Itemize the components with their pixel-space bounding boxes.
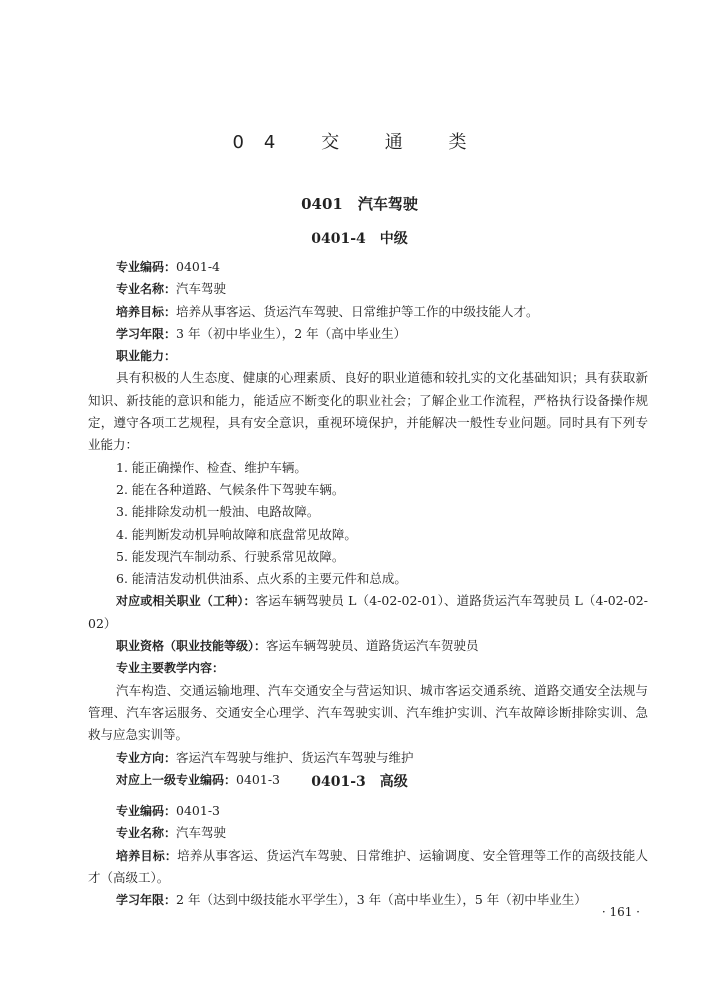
- field-label: 专业名称：: [116, 282, 177, 297]
- field-duration: [88, 323, 648, 345]
- ability-item: 5. 能发现汽车制动系、行驶系常见故障。: [116, 548, 345, 564]
- field-name: [88, 278, 648, 300]
- section-heading-intermediate: 0401-4 中级: [311, 231, 408, 247]
- direction: [88, 747, 648, 769]
- field-label: 专业编码：: [116, 260, 177, 274]
- ability-item: 1. 能正确操作、检查、维护车辆。: [116, 459, 307, 475]
- direction-label: 专业方向：: [116, 750, 177, 765]
- field-code: [88, 256, 648, 278]
- field-label: 专业编码：: [116, 804, 177, 818]
- field-label: 培养目标：: [116, 304, 177, 319]
- ability-paragraph: 具有积极的人生态度、健康的心理素质、良好的职业道德和较扎实的文化基础知识；具有获取新知识、新技能的意识和能力，能适应不断变化的职业社会；了解企业工作流程，严格执行设备操作规定，遵守各项工艺规程，具有安全意识，重视环境保护，并能解决一般性专业问题。同时具有下列专业能力：: [88, 370, 648, 453]
- related-jobs-value: 客运车辆驾驶员 L（4-02-02-01）、道路货运汽车驾驶员 L（4-02-02-02）: [88, 593, 648, 631]
- field-value: 汽车驾驶: [176, 825, 227, 841]
- page-number: · 161 ·: [601, 905, 640, 919]
- field-name: [88, 822, 648, 844]
- major-title: 0401 汽车驾驶: [301, 195, 418, 213]
- field-duration: [88, 889, 648, 911]
- field-value: 2 年（达到中级技能水平学生），3 年（高中毕业生），5 年（初中毕业生）: [176, 892, 587, 908]
- field-value: 培养从事客运、货运汽车驾驶、日常维护等工作的中级技能人才。: [176, 303, 539, 319]
- field-value: 3 年（初中毕业生），2 年（高中毕业生）: [176, 325, 407, 341]
- field-code: [88, 800, 648, 822]
- teaching-paragraph: 汽车构造、交通运输地理、汽车交通安全与营运知识、城市客运交通系统、道路交通安全法规与管理、汽车客运服务、交通安全心理学、汽车驾驶实训、汽车维护实训、汽车故障诊断排除实训、急救与应急实训等。: [88, 682, 648, 743]
- section-heading-advanced: 0401-3 高级: [311, 774, 408, 790]
- field-label: 专业名称：: [116, 826, 177, 841]
- related-jobs: [88, 590, 648, 635]
- teaching-heading: [88, 657, 648, 679]
- ability-item: 3. 能排除发动机一般油、电路故障。: [116, 504, 320, 520]
- field-label: 培养目标：: [116, 848, 178, 863]
- ability-item: 4. 能判断发动机异响故障和底盘常见故障。: [116, 526, 357, 542]
- field-label: 职业能力：: [116, 349, 177, 364]
- field-value: 0401-3: [176, 803, 221, 818]
- qualification-value: 客运车辆驾驶员、道路货运汽车贺驶员: [266, 638, 479, 654]
- direction-value: 客运汽车驾驶与维护、货运汽车驾驶与维护: [176, 749, 414, 765]
- field-goal: [88, 301, 648, 323]
- field-label: 学习年限：: [116, 893, 177, 908]
- section-advanced-body: [88, 800, 648, 911]
- section-intermediate-body: [88, 256, 648, 791]
- related-jobs-label: 对应或相关职业（工种）：: [116, 594, 256, 609]
- field-value: 培养从事客运、货运汽车驾驶、日常维护、运输调度、安全管理等工作的高级技能人才（高级工）。: [88, 847, 648, 885]
- field-value: 0401-4: [176, 259, 221, 274]
- qualification-label: 职业资格（职业技能等级）：: [116, 639, 267, 654]
- upper-code-value: 0401-3: [236, 771, 281, 787]
- ability-item: 6. 能清洁发动机供油系、点火系的主要元件和总成。: [116, 571, 407, 587]
- qualification: [88, 635, 648, 657]
- teaching-label: 专业主要教学内容：: [116, 661, 225, 676]
- field-goal: [88, 845, 648, 890]
- upper-code-label: 对应上一级专业编码：: [116, 772, 237, 787]
- field-ability: [88, 345, 648, 367]
- chapter-title: 04 交 通 类: [232, 132, 487, 153]
- field-label: 学习年限：: [116, 326, 177, 341]
- ability-item: 2. 能在各种道路、气候条件下驾驶车辆。: [116, 481, 345, 497]
- field-value: 汽车驾驶: [176, 281, 227, 297]
